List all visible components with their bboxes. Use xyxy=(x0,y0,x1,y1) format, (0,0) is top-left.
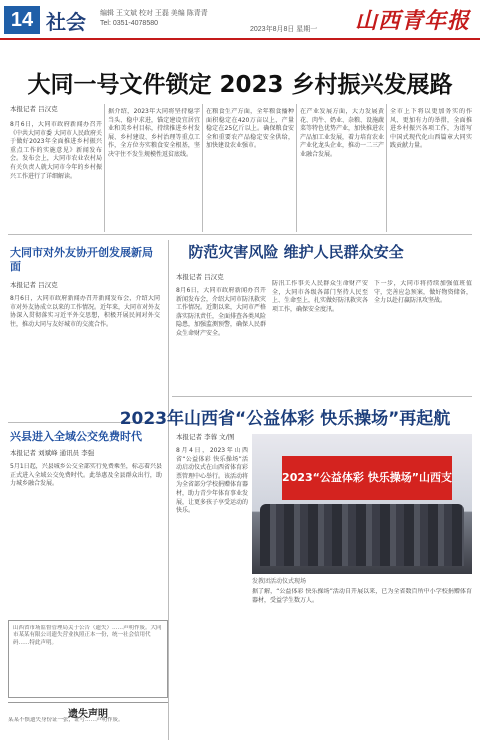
section-divider xyxy=(172,396,472,397)
column-divider xyxy=(168,240,169,740)
event-banner: 2023“公益体彩 快乐操场”山西支 xyxy=(282,456,452,500)
bus-byline: 本报记者 刘斌峰 通讯员 李强 xyxy=(10,449,95,457)
friendship-assoc-headline: 大同市对外友协开创发展新局面 xyxy=(10,246,153,273)
bus-headline: 兴县进入全域公交免费时代 xyxy=(10,430,142,443)
issue-date: 2023年8月8日 星期一 xyxy=(250,26,318,33)
disaster-headline: 防范灾害风险 维护人民群众安全 xyxy=(188,243,404,261)
editor-line: 编辑 王文斌 校对 王磊 美编 陈青青 xyxy=(100,10,208,17)
disaster-text-col2: 防汛工作事关人民群众生命财产安全，大同市各级各部门坚持人民至上、生命至上，扎实做好防汛救灾各项工作，确保安全度汛。 xyxy=(272,280,368,313)
disaster-text-col1: 8月6日，大同市政府新闻办召开新闻发布会，介绍大同市防汛救灾工作情况。近期以来，大同市严格落实防汛责任，全面排查各类风险隐患，加强监测预警，确保人民群众生命财产安全。 xyxy=(176,287,266,337)
column-divider xyxy=(386,104,387,232)
sports-lottery-byline: 本报记者 李蓉 文/图 xyxy=(176,433,235,441)
event-photo xyxy=(252,434,472,574)
notice-box xyxy=(8,620,168,698)
disaster-byline: 本报记者 吕汉克 xyxy=(176,273,224,281)
lead-headline: 大同一号文件锁定 2023 乡村振兴发展路 xyxy=(27,72,453,98)
notice-text: 山西省市场监督管理局关于公告（遗失）……声明作废。大同市某某有限公司遗失营业执照正本一份，统一社会信用代码……特此声明。 xyxy=(13,625,162,646)
tel-line: Tel: 0351-4078580 xyxy=(100,20,158,27)
lost-notice-title: 遗失声明 xyxy=(8,702,168,720)
friendship-assoc-byline: 本报记者 吕汉克 xyxy=(10,281,58,289)
masthead xyxy=(0,0,480,40)
section-divider xyxy=(8,234,472,235)
column-divider xyxy=(104,104,105,232)
newspaper-logo: 山西青年报 xyxy=(354,8,470,34)
disaster-text-col3: 下一步，大同市将持续加强值班值守，完善应急预案，做好物资储备，全力以赴打赢防汛攻坚战。 xyxy=(374,280,472,305)
photo-caption: 发教团活动仪式现场 xyxy=(252,578,307,585)
lost-notice-text: 某某不慎遗失身份证一张，证号……声明作废。 xyxy=(8,717,124,723)
lead-text-col1: 8月6日，大同市政府新闻办召开《中共大同市委 大同市人民政府关于做好2023年全面推进乡村振兴重点工作的实施意见》新闻发布会。发布会上，大同市农业农村局有关负责人就大同市今年的乡村振兴工作进行了详细解读。 xyxy=(10,121,102,180)
lead-text-col4: 在产业发展方面，大力发展黄花、肉牛、奶业、杂粮、设施蔬菜等特色优势产业，加快推进农产品加工业发展，着力培育农业产业化龙头企业，推动一二三产业融合发展。 xyxy=(300,108,384,158)
page-number: 14 xyxy=(4,6,40,34)
lead-byline: 本报记者 吕汉克 xyxy=(10,105,58,113)
friendship-assoc-text: 8月6日，大同市政府新闻办召开新闻发布会，介绍大同市对外友协成立以来的工作情况。近年来，大同市对外友协深入贯彻落实习近平外交思想，积极开展民间对外交往，推动大同与友好城市的交流合作。 xyxy=(10,295,160,328)
column-divider xyxy=(202,104,203,232)
bus-text: 5月1日起，兴县城乡公交全部实行免费乘坐，标志着兴县正式进入全域公交免费时代。此举惠及全县群众出行，助力城乡融合发展。 xyxy=(10,463,162,488)
sports-lottery-headline: 2023年山西省“公益体彩 快乐操场”再起航 xyxy=(119,409,451,429)
editor-meta xyxy=(100,9,208,29)
sports-lottery-text: 8月4日，2023年山西省“公益体彩 快乐操场”活动启动仪式在山西省体育彩票管理中心举行。该活动将为全省部分学校捐赠体育器材，助力青少年体育事业发展，让更多孩子享受运动的快乐。 xyxy=(176,447,248,515)
group-of-people xyxy=(260,504,464,566)
sports-lottery-text-right: 据了解，“公益体彩 快乐操场”活动自开展以来，已为全省数百所中小学校捐赠体育器材，受益学生数万人。 xyxy=(252,588,472,604)
lead-text-col2: 据介绍，2023年大同将坚持稳字当头、稳中求进，锚定建设宜居宜业和美乡村目标，持续推进乡村发展、乡村建设、乡村治理等重点工作，全方位夯实粮食安全根基，坚决守住不发生规模性返贫底线。 xyxy=(108,108,200,158)
column-divider xyxy=(296,104,297,232)
section-title: 社会 xyxy=(46,10,86,34)
lead-text-col3: 在粮食生产方面，全年粮食播种面积稳定在420万亩以上，产量稳定在25亿斤以上。确保粮食安全和重要农产品稳定安全供给，加快建设农业强市。 xyxy=(206,108,294,150)
lead-text-col5: 全市上下将以更加务实的作风、更加有力的举措，全面推进乡村振兴各项工作，为谱写中国式现代化山西篇章大同实践贡献力量。 xyxy=(390,108,472,150)
